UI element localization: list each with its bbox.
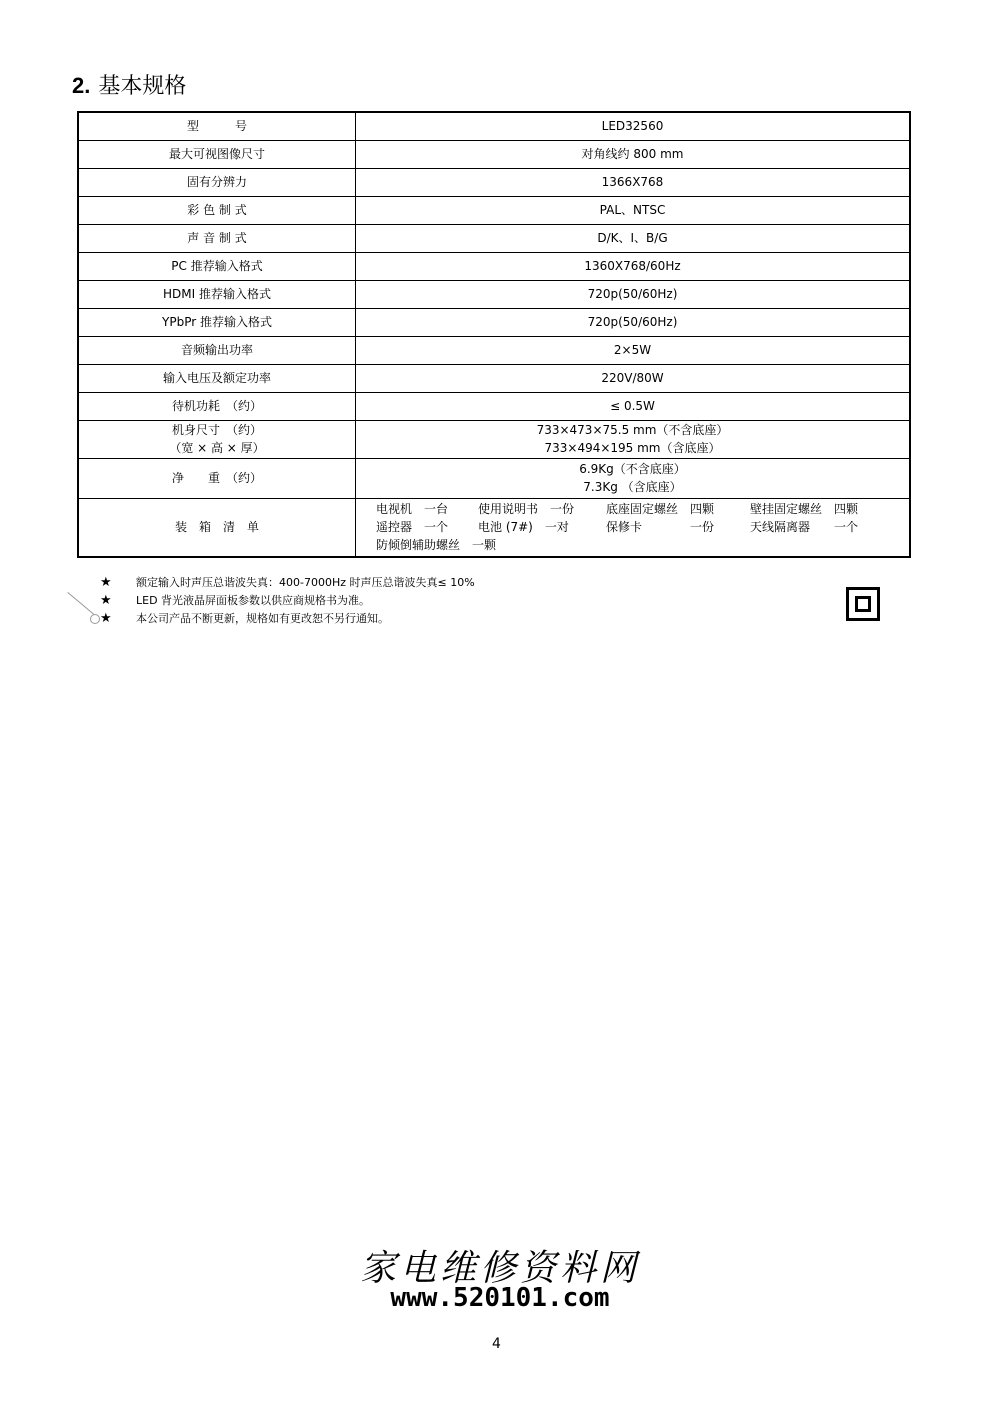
size-label-line1: 机身尺寸 （约） (171, 423, 262, 437)
spec-value: PAL、NTSC (356, 196, 911, 224)
spec-value: D/K、I、B/G (356, 224, 911, 252)
spec-label: 声 音 制 式 (78, 224, 356, 252)
spec-value: 对角线约 800 mm (356, 140, 911, 168)
annotation-circle-icon (90, 614, 100, 624)
section-number: 2. (72, 73, 91, 98)
star-icon: ★ (100, 575, 112, 590)
spec-row (78, 336, 910, 364)
spec-row (78, 280, 910, 308)
star-icon: ★ (100, 611, 112, 626)
packing-item: 使用说明书 一份 (478, 502, 575, 517)
page-number: 4 (492, 1336, 501, 1352)
packing-item: 电视机 一台 (376, 502, 449, 517)
spec-label: 最大可视图像尺寸 (78, 140, 356, 168)
size-value-line1: 733×473×75.5 mm（不含底座） (536, 423, 729, 437)
size-value-line2: 733×494×195 mm（含底座） (544, 441, 721, 455)
packing-line (376, 518, 903, 536)
star-icon: ★ (100, 593, 112, 608)
spec-label: HDMI 推荐输入格式 (78, 280, 356, 308)
section-heading (72, 72, 186, 101)
packing-line (376, 536, 903, 554)
packing-item: 保修卡 一份 (606, 520, 715, 535)
annotation-line (67, 592, 94, 615)
packing-item: 电池 (7#) 一对 (478, 520, 569, 535)
spec-row (78, 364, 910, 392)
spec-value: 720p(50/60Hz) (356, 280, 911, 308)
spec-row (78, 112, 910, 140)
spec-label: 待机功耗 （约） (78, 392, 356, 420)
watermark-chinese: 家电维修资料网 (359, 1248, 640, 1289)
note-text: LED 背光液晶屏面板参数以供应商规格书为准。 (136, 594, 371, 607)
spec-label: 型 号 (78, 112, 356, 140)
spec-table (77, 111, 911, 558)
spec-value: ≤ 0.5W (356, 392, 911, 420)
packing-label: 装 箱 清 单 (78, 498, 356, 557)
size-value (356, 420, 911, 458)
weight-value-line2: 7.3Kg （含底座） (583, 480, 682, 494)
double-insulation-icon (846, 587, 880, 621)
note-item (100, 574, 475, 592)
spec-value: LED32560 (356, 112, 911, 140)
watermark-url: www.520101.com (390, 1283, 610, 1313)
size-label-line2: （宽 × 高 × 厚） (169, 441, 265, 455)
note-item (100, 592, 475, 610)
spec-label: 固有分辨力 (78, 168, 356, 196)
packing-item: 遥控器 一个 (376, 520, 449, 535)
spec-label: 彩 色 制 式 (78, 196, 356, 224)
section-title: 基本规格 (98, 74, 187, 99)
spec-row (78, 392, 910, 420)
weight-label: 净 重 （约） (78, 458, 356, 498)
note-item (100, 610, 475, 628)
spec-row-weight (78, 458, 910, 498)
spec-value: 2×5W (356, 336, 911, 364)
double-insulation-inner (855, 596, 871, 612)
spec-value: 720p(50/60Hz) (356, 308, 911, 336)
weight-value (356, 458, 911, 498)
spec-row (78, 308, 910, 336)
weight-value-line1: 6.9Kg（不含底座） (579, 462, 686, 476)
note-text: 额定输入时声压总谐波失真：400-7000Hz 时声压总谐波失真≤ 10% (136, 576, 475, 589)
notes-list (100, 574, 475, 628)
spec-label: PC 推荐输入格式 (78, 252, 356, 280)
spec-row-size (78, 420, 910, 458)
spec-value: 1360X768/60Hz (356, 252, 911, 280)
packing-item: 壁挂固定螺丝 四颗 (750, 502, 859, 517)
packing-item: 防倾倒辅助螺丝 一颗 (376, 538, 497, 553)
size-label (78, 420, 356, 458)
note-text: 本公司产品不断更新，规格如有更改恕不另行通知。 (136, 612, 389, 625)
spec-label: 输入电压及额定功率 (78, 364, 356, 392)
spec-row (78, 140, 910, 168)
spec-row (78, 168, 910, 196)
packing-line (376, 500, 903, 518)
spec-value: 1366X768 (356, 168, 911, 196)
spec-label: YPbPr 推荐输入格式 (78, 308, 356, 336)
spec-row (78, 252, 910, 280)
spec-row (78, 196, 910, 224)
packing-item: 底座固定螺丝 四颗 (606, 502, 715, 517)
spec-value: 220V/80W (356, 364, 911, 392)
spec-row-packing (78, 498, 910, 557)
packing-item: 天线隔离器 一个 (750, 520, 859, 535)
spec-row (78, 224, 910, 252)
packing-list (356, 498, 911, 557)
spec-label: 音频输出功率 (78, 336, 356, 364)
